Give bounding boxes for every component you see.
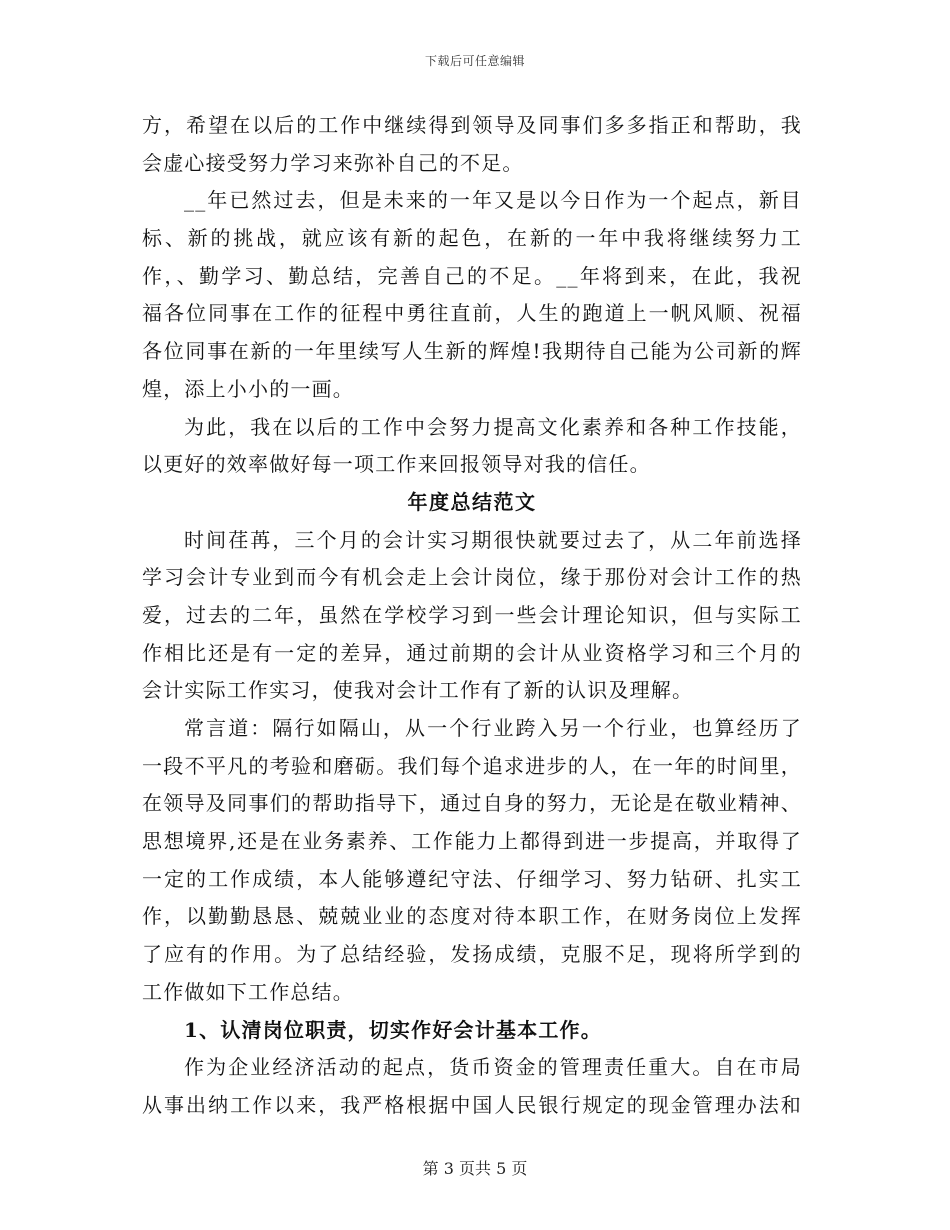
header-note: 下载后可任意编辑 bbox=[424, 54, 525, 68]
paragraph-line: 一定的工作成绩，本人能够遵纪守法、仔细学习、努力钻研、扎实工 bbox=[142, 866, 802, 891]
paragraph-line: 方，希望在以后的工作中继续得到领导及同事们多多指正和帮助，我 bbox=[142, 113, 802, 137]
paragraph-line: 常言道：隔行如隔山，从一个行业跨入另一个行业，也算经历了 bbox=[184, 716, 802, 740]
paragraph-line: 学习会计专业到而今有机会走上会计岗位，缘于那份对会计工作的热 bbox=[142, 565, 802, 590]
paragraph-line: 福各位同事在工作的征程中勇往直前，人生的跑道上一帆风顺、祝福 bbox=[142, 301, 802, 326]
paragraph-line: 作相比还是有一定的差异，通过前期的会计从业资格学习和三个月的 bbox=[142, 640, 802, 665]
paragraph-line: 爱，过去的二年，虽然在学校学习到一些会计理论知识，但与实际工 bbox=[142, 602, 802, 627]
paragraph-line: 以更好的效率做好每一项工作来回报领导对我的信任。 bbox=[142, 452, 651, 477]
section-title: 年度总结范文 bbox=[407, 489, 537, 514]
page-number: 第 3 页共 5 页 bbox=[422, 1159, 528, 1178]
paragraph-line: 从事出纳工作以来，我严格根据中国人民银行规定的现金管理办法和 bbox=[142, 1092, 802, 1117]
paragraph-line: 煌，添上小小的一画。 bbox=[142, 376, 354, 401]
section-heading: 1、认清岗位职责，切实作好会计基本工作。 bbox=[184, 1017, 602, 1042]
paragraph-line: 作为企业经济活动的起点，货币资金的管理责任重大。自在市局 bbox=[184, 1055, 802, 1080]
paragraph-line: 一段不平凡的考验和磨砺。我们每个追求进步的人，在一年的时间里， bbox=[142, 753, 802, 778]
document-body bbox=[142, 107, 802, 1125]
paragraph-line: 思想境界,还是在业务素养、工作能力上都得到进一步提高，并取得了 bbox=[142, 829, 802, 854]
paragraph-line: 各位同事在新的一年里续写人生新的辉煌!我期待自己能为公司新的辉 bbox=[142, 339, 802, 364]
paragraph-line: 为此，我在以后的工作中会努力提高文化素养和各种工作技能， bbox=[184, 414, 802, 439]
paragraph-line: __年已然过去，但是未来的一年又是以今日作为一个起点，新目 bbox=[184, 188, 802, 213]
paragraph-line: 标、新的挑战，就应该有新的起色，在新的一年中我将继续努力工 bbox=[142, 226, 802, 251]
paragraph-line: 工作做如下工作总结。 bbox=[142, 979, 354, 1004]
paragraph-line: 在领导及同事们的帮助指导下，通过自身的努力，无论是在敬业精神、 bbox=[142, 791, 802, 816]
paragraph-line: 作，以勤勤恳恳、兢兢业业的态度对待本职工作，在财务岗位上发挥 bbox=[142, 904, 802, 929]
paragraph-line: 会虚心接受努力学习来弥补自己的不足。 bbox=[142, 150, 524, 175]
paragraph-line: 会计实际工作实习，使我对会计工作有了新的认识及理解。 bbox=[142, 678, 694, 703]
paragraph-line: 作，、勤学习、勤总结，完善自己的不足。__年将到来，在此，我祝 bbox=[142, 263, 802, 288]
paragraph-line: 了应有的作用。为了总结经验，发扬成绩，克服不足，现将所学到的 bbox=[142, 942, 802, 967]
paragraph-line: 时间荏苒，三个月的会计实习期很快就要过去了，从二年前选择 bbox=[184, 527, 802, 552]
